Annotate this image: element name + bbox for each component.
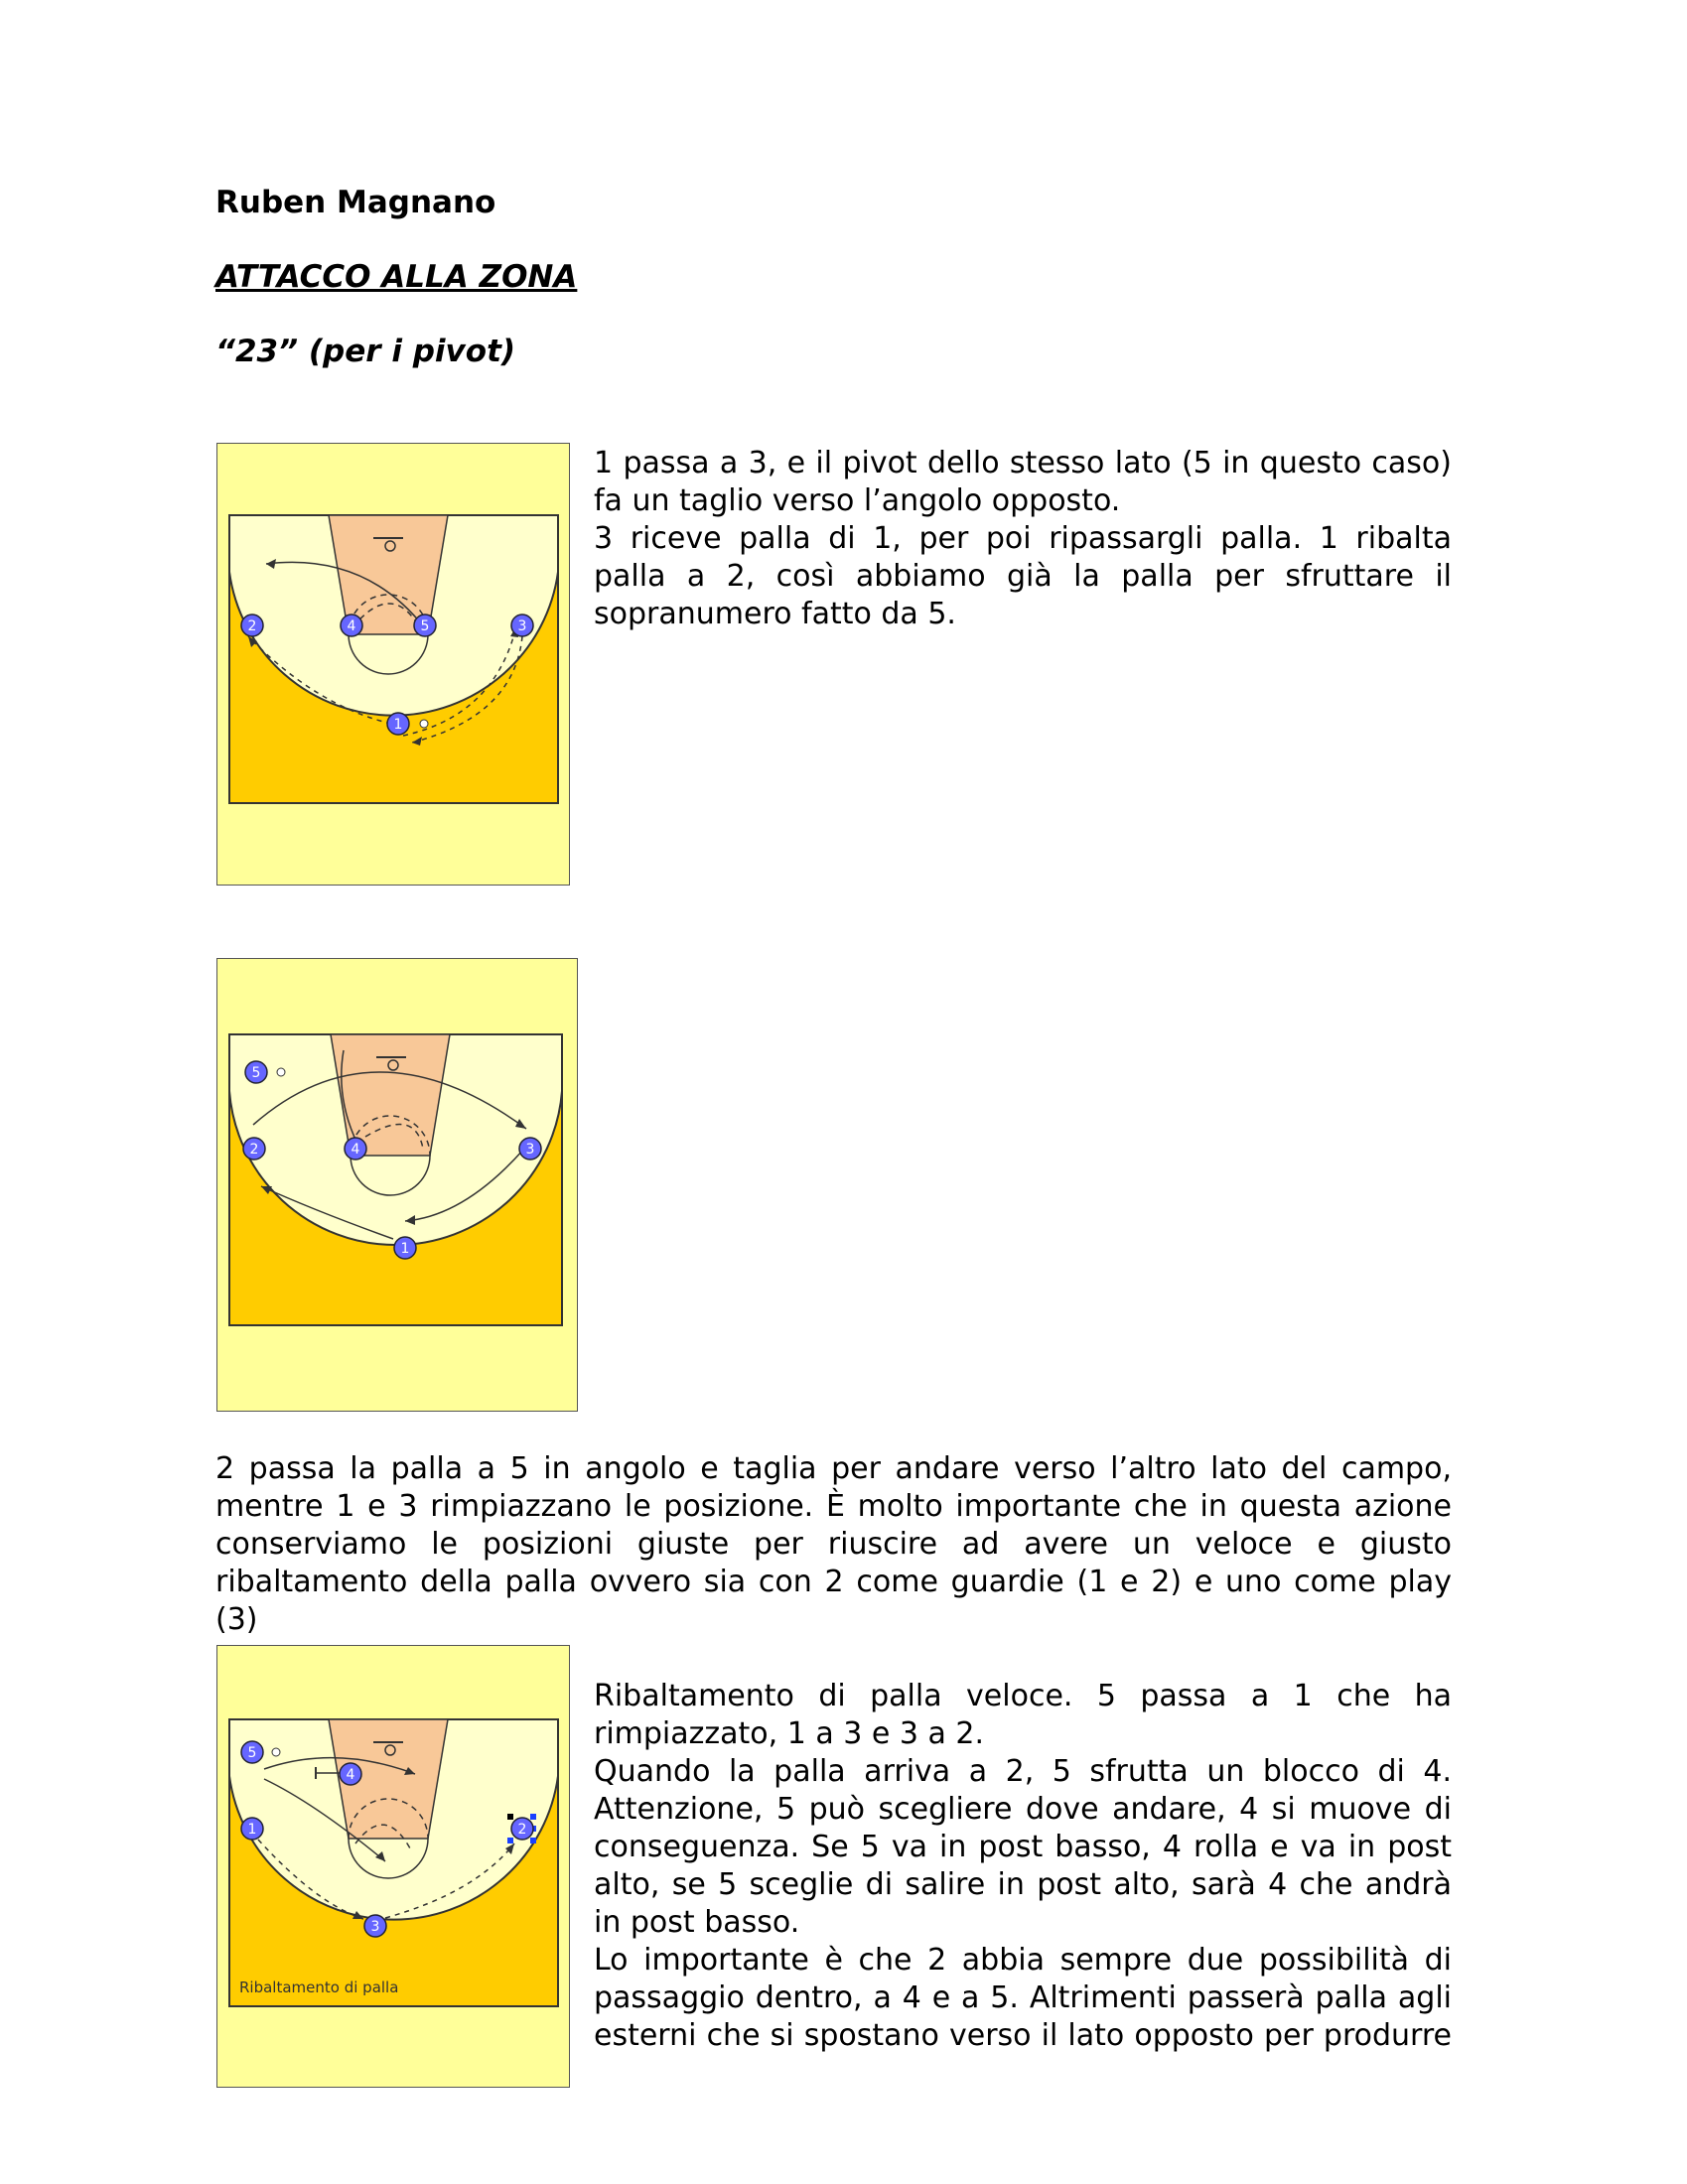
player-marker: [241, 1818, 263, 1840]
author-name: Ruben Magnano: [215, 185, 496, 220]
svg-text:2: 2: [249, 1142, 259, 1158]
paragraph: 2 passa la palla a 5 in angolo e taglia per andare verso l’altro lato del campo, mentre 1 e 3 rimpiazzano le posizione. È molto importante che in questa azione conserviamo le posizioni giuste per riuscire ad avere un veloce e giusto ribaltamento della palla ovvero sia con 2 come guardie (1 e 2) e uno come play (3): [215, 1451, 1452, 1637]
svg-text:5: 5: [420, 618, 430, 634]
player-marker: [245, 1061, 267, 1083]
player-marker: [387, 713, 409, 735]
svg-text:3: 3: [525, 1142, 535, 1158]
player-marker: [241, 614, 263, 636]
svg-text:4: 4: [351, 1142, 360, 1158]
paragraph: 1 passa a 3, e il pivot dello stesso lato (5 in questo caso) fa un taglio verso l’angolo opposto.: [594, 446, 1452, 518]
text-block-3: [594, 1678, 1452, 2055]
player-marker: [345, 1138, 366, 1160]
paragraph: Quando la palla arriva a 2, 5 sfrutta un blocco di 4. Attenzione, 5 può scegliere dove andare, 4 si muove di conseguenza. Se 5 va in post basso, 4 rolla e va in post alto, se 5 sceglie di salire in post alto, sarà 4 che andrà in post basso.: [594, 1754, 1452, 1940]
svg-text:1: 1: [400, 1241, 410, 1257]
svg-text:2: 2: [517, 1822, 527, 1838]
svg-text:5: 5: [247, 1745, 257, 1761]
svg-text:1: 1: [393, 717, 403, 733]
player-marker: [341, 614, 362, 636]
svg-text:4: 4: [347, 618, 356, 634]
section-title: ATTACCO ALLA ZONA: [215, 259, 578, 295]
player-marker: [511, 1818, 533, 1840]
player-marker: [519, 1138, 541, 1160]
court-diagram-2: [216, 958, 578, 1412]
svg-text:3: 3: [517, 618, 527, 634]
diagram-caption: Ribaltamento di palla: [239, 1979, 399, 1996]
court-diagram-3: [216, 1645, 570, 2088]
paragraph: Ribaltamento di palla veloce. 5 passa a 1 che ha rimpiazzato, 1 a 3 e 3 a 2.: [594, 1679, 1452, 1751]
text-block-1: [594, 445, 1452, 633]
svg-text:5: 5: [251, 1065, 261, 1081]
paragraph: Lo importante è che 2 abbia sempre due possibilità di passaggio dentro, a 4 e a 5. Altrimenti passerà palla agli esterni che si spostano verso il lato opposto per produrre: [594, 1943, 1452, 2053]
player-marker: [414, 614, 436, 636]
svg-text:3: 3: [370, 1919, 380, 1935]
play-subtitle: “23” (per i pivot): [215, 334, 516, 369]
player-marker: [511, 614, 533, 636]
svg-text:1: 1: [247, 1822, 257, 1838]
player-marker: [243, 1138, 265, 1160]
player-marker: [364, 1915, 386, 1937]
svg-text:2: 2: [247, 618, 257, 634]
player-marker: [241, 1741, 263, 1763]
player-marker: [394, 1237, 416, 1259]
court-diagram-1: [216, 443, 570, 886]
text-block-2: [215, 1450, 1452, 1639]
player-marker: [340, 1763, 361, 1785]
paragraph: 3 riceve palla di 1, per poi ripassargli palla. 1 ribalta palla a 2, così abbiamo già la palla per sfruttare il sopranumero fatto da 5.: [594, 521, 1452, 631]
svg-text:4: 4: [346, 1767, 355, 1783]
